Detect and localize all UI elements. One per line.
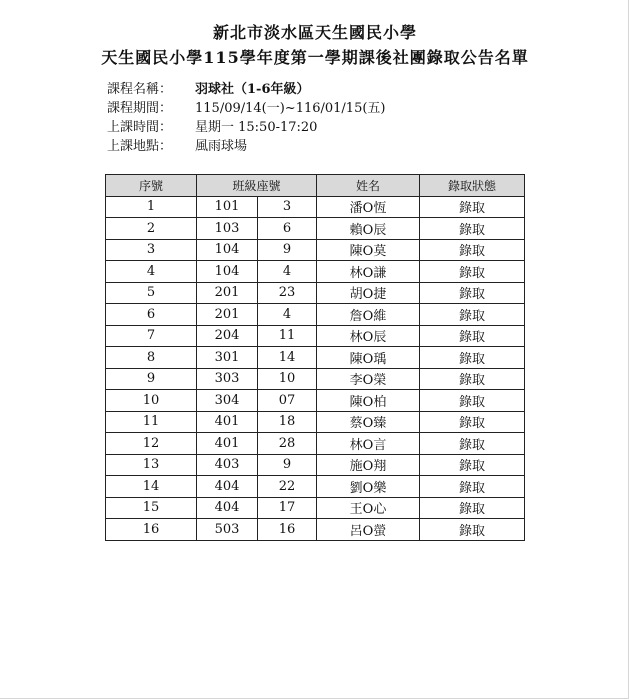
table-row (106, 196, 525, 218)
seat-number: 17 (258, 497, 317, 519)
seat-number: 6 (258, 218, 317, 240)
table-row (106, 497, 525, 519)
class-number: 303 (197, 368, 258, 390)
class-number: 304 (197, 390, 258, 412)
header-status: 錄取狀態 (420, 175, 525, 197)
row-number: 3 (106, 239, 197, 261)
class-number: 201 (197, 304, 258, 326)
row-number: 13 (106, 454, 197, 476)
row-number: 8 (106, 347, 197, 369)
row-number: 2 (106, 218, 197, 240)
admission-status: 錄取 (420, 411, 525, 433)
admission-table (105, 174, 525, 541)
student-name: 李O榮 (317, 368, 420, 390)
header-class-seat: 班級座號 (197, 175, 317, 197)
class-number: 404 (197, 497, 258, 519)
seat-number: 9 (258, 239, 317, 261)
student-name: 詹O維 (317, 304, 420, 326)
student-name: 林O言 (317, 433, 420, 455)
course-period-label: 課程期間： (107, 101, 173, 116)
row-number: 16 (106, 519, 197, 541)
school-name-heading: 新北市淡水區天生國民小學 (212, 23, 417, 42)
class-number: 101 (197, 196, 258, 218)
admission-status: 錄取 (420, 282, 525, 304)
admission-status: 錄取 (420, 325, 525, 347)
row-number: 9 (106, 368, 197, 390)
row-number: 11 (106, 411, 197, 433)
class-number: 404 (197, 476, 258, 498)
admission-status: 錄取 (420, 347, 525, 369)
row-number: 6 (106, 304, 197, 326)
table-row (106, 325, 525, 347)
row-number: 10 (106, 390, 197, 412)
seat-number: 9 (258, 454, 317, 476)
admission-status: 錄取 (420, 497, 525, 519)
table-row (106, 261, 525, 283)
student-name: 林O辰 (317, 325, 420, 347)
admission-status: 錄取 (420, 196, 525, 218)
class-time-label: 上課時間： (107, 120, 173, 135)
student-name: 胡O捷 (317, 282, 420, 304)
table-row (106, 476, 525, 498)
admission-status: 錄取 (420, 454, 525, 476)
student-name: 呂O螢 (317, 519, 420, 541)
class-time-value: 星期一 15:50-17:20 (195, 120, 318, 135)
student-name: 陳O柏 (317, 390, 420, 412)
student-name: 蔡O臻 (317, 411, 420, 433)
class-location-label: 上課地點： (107, 139, 173, 154)
seat-number: 22 (258, 476, 317, 498)
admission-status: 錄取 (420, 218, 525, 240)
seat-number: 4 (258, 261, 317, 283)
table-row (106, 519, 525, 541)
table-row (106, 454, 525, 476)
class-number: 204 (197, 325, 258, 347)
admission-status: 錄取 (420, 476, 525, 498)
seat-number: 07 (258, 390, 317, 412)
seat-number: 10 (258, 368, 317, 390)
table-body (106, 196, 525, 540)
seat-number: 16 (258, 519, 317, 541)
course-name-row (107, 80, 386, 99)
row-number: 4 (106, 261, 197, 283)
seat-number: 18 (258, 411, 317, 433)
seat-number: 28 (258, 433, 317, 455)
course-name-label: 課程名稱： (107, 82, 173, 97)
student-name: 王O心 (317, 497, 420, 519)
class-location-row (107, 137, 386, 156)
course-period-row (107, 99, 386, 118)
seat-number: 23 (258, 282, 317, 304)
admission-status: 錄取 (420, 368, 525, 390)
class-number: 401 (197, 433, 258, 455)
table-row (106, 347, 525, 369)
class-number: 104 (197, 239, 258, 261)
seat-number: 3 (258, 196, 317, 218)
table-row (106, 411, 525, 433)
table-row (106, 368, 525, 390)
row-number: 5 (106, 282, 197, 304)
admission-status: 錄取 (420, 239, 525, 261)
admission-status: 錄取 (420, 519, 525, 541)
student-name: 陳O瑀 (317, 347, 420, 369)
header-name: 姓名 (317, 175, 420, 197)
seat-number: 4 (258, 304, 317, 326)
table-row (106, 282, 525, 304)
student-name: 劉O樂 (317, 476, 420, 498)
seat-number: 14 (258, 347, 317, 369)
page-title: 天生國民小學115學年度第一學期課後社團錄取公告名單 (101, 48, 529, 67)
row-number: 12 (106, 433, 197, 455)
class-number: 301 (197, 347, 258, 369)
class-number: 201 (197, 282, 258, 304)
class-number: 401 (197, 411, 258, 433)
student-name: 賴O辰 (317, 218, 420, 240)
student-name: 林O謙 (317, 261, 420, 283)
class-number: 104 (197, 261, 258, 283)
class-number: 403 (197, 454, 258, 476)
student-name: 陳O莫 (317, 239, 420, 261)
table-header-row (106, 175, 525, 197)
header-number: 序號 (106, 175, 197, 197)
course-period-value: 115/09/14(一)~116/01/15(五) (195, 101, 386, 116)
table-row (106, 390, 525, 412)
table-row (106, 239, 525, 261)
table-row (106, 218, 525, 240)
class-time-row (107, 118, 386, 137)
student-name: 施O翔 (317, 454, 420, 476)
class-number: 503 (197, 519, 258, 541)
table-row (106, 433, 525, 455)
course-info (107, 80, 386, 156)
row-number: 1 (106, 196, 197, 218)
admission-status: 錄取 (420, 390, 525, 412)
student-name: 潘O恆 (317, 196, 420, 218)
course-name-value: 羽球社（1-6年級） (195, 82, 310, 97)
row-number: 15 (106, 497, 197, 519)
admission-status: 錄取 (420, 433, 525, 455)
row-number: 14 (106, 476, 197, 498)
row-number: 7 (106, 325, 197, 347)
seat-number: 11 (258, 325, 317, 347)
admission-status: 錄取 (420, 304, 525, 326)
class-number: 103 (197, 218, 258, 240)
table-row (106, 304, 525, 326)
admission-status: 錄取 (420, 261, 525, 283)
class-location-value: 風雨球場 (195, 139, 248, 154)
